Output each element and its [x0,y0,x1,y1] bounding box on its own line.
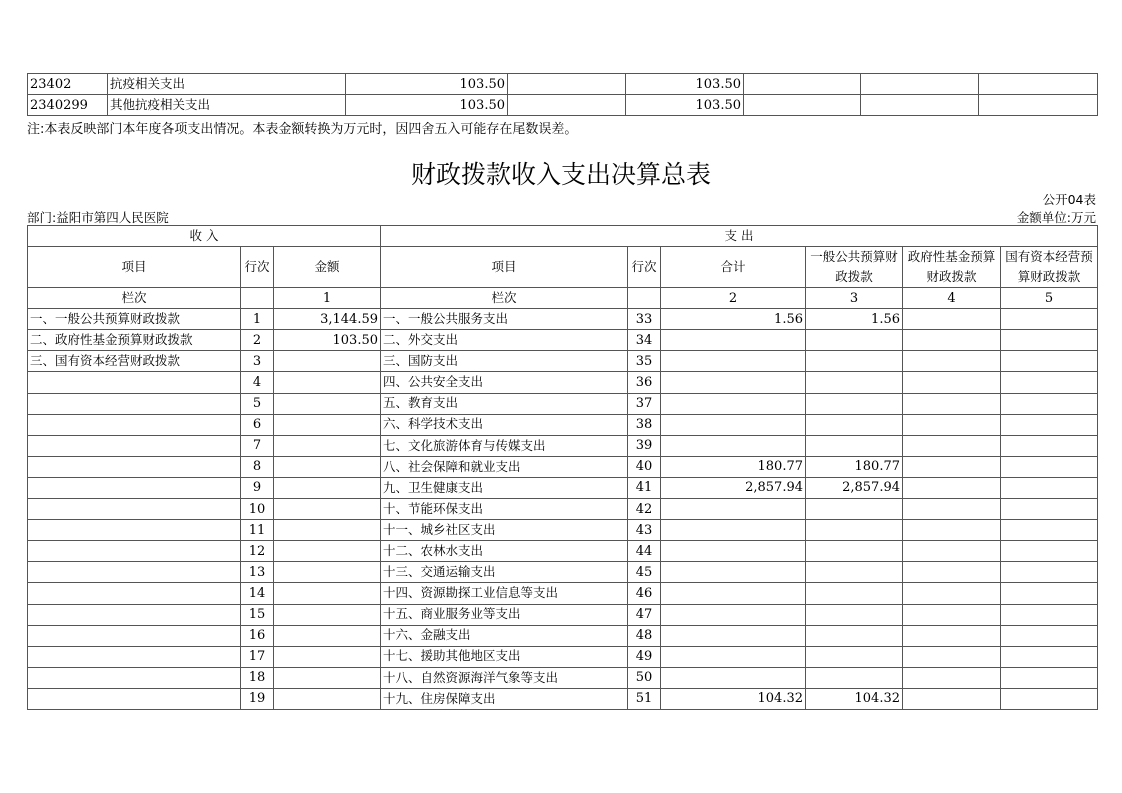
expense-row-no: 35 [628,351,661,372]
fund-budget-amount [903,667,1001,688]
income-item: 一、一般公共预算财政拨款 [28,309,241,330]
expense-item: 十八、自然资源海洋气象等支出 [381,667,628,688]
total-amount [661,393,806,414]
table-row [28,604,1098,625]
income-amount: 3,144.59 [274,309,381,330]
income-item [28,562,241,583]
state-capital-amount [1001,688,1098,709]
expense-item: 十九、住房保障支出 [381,688,628,709]
col-4: 4 [903,288,1001,309]
general-budget-amount [806,435,903,456]
table-row [28,351,1098,372]
fund-budget-amount [903,330,1001,351]
fund-budget-amount [903,583,1001,604]
table-row [28,583,1098,604]
col-1: 1 [274,288,381,309]
expense-row-no: 38 [628,414,661,435]
state-capital-amount [1001,435,1098,456]
general-budget-amount [806,330,903,351]
state-capital-amount [1001,667,1098,688]
amount-cell [744,95,861,116]
total-amount: 2,857.94 [661,477,806,498]
fund-budget-amount [903,309,1001,330]
income-item [28,435,241,456]
income-amount [274,688,381,709]
expense-item: 十七、援助其他地区支出 [381,646,628,667]
expense-item: 九、卫生健康支出 [381,477,628,498]
income-row-no: 14 [241,583,274,604]
state-capital-amount [1001,330,1098,351]
expense-row-no: 46 [628,583,661,604]
col-3: 3 [806,288,903,309]
col-label: 栏次 [28,288,241,309]
income-row-no: 12 [241,541,274,562]
general-budget-amount [806,604,903,625]
total-amount: 104.32 [661,688,806,709]
expense-row-no: 34 [628,330,661,351]
income-row-no: 5 [241,393,274,414]
income-amount [274,372,381,393]
code-cell: 23402 [28,74,108,95]
income-item: 三、国有资本经营财政拨款 [28,351,241,372]
amount-cell [508,74,626,95]
table-row [28,330,1098,351]
income-row-no: 10 [241,499,274,520]
expense-row-no: 37 [628,393,661,414]
general-budget-amount [806,393,903,414]
table-note: 注:本表反映部门本年度各项支出情况。本表金额转换为万元时，因四舍五入可能存在尾数误差。 [27,122,578,137]
state-capital-amount [1001,520,1098,541]
table-row [28,625,1098,646]
general-budget-amount [806,372,903,393]
income-item [28,393,241,414]
state-capital-amount [1001,562,1098,583]
total-amount [661,330,806,351]
fund-budget-amount [903,520,1001,541]
total-amount [661,667,806,688]
total-amount [661,541,806,562]
col-label: 栏次 [381,288,628,309]
expense-item: 一、一般公共服务支出 [381,309,628,330]
fund-budget-amount [903,688,1001,709]
expense-row-no: 42 [628,499,661,520]
amount-cell: 103.50 [346,74,508,95]
amount-cell [979,74,1098,95]
income-amount [274,477,381,498]
income-item [28,499,241,520]
expense-row-no-header: 行次 [628,247,661,288]
general-budget-amount: 180.77 [806,456,903,477]
expense-item: 十五、商业服务业等支出 [381,604,628,625]
page-title: 财政拨款收入支出决算总表 [410,160,711,189]
expense-row-no: 36 [628,372,661,393]
name-cell: 其他抗疫相关支出 [108,95,346,116]
table-row [28,74,1098,95]
general-budget-amount: 2,857.94 [806,477,903,498]
total-amount: 180.77 [661,456,806,477]
income-header: 收 入 [28,226,381,247]
state-capital-amount [1001,477,1098,498]
general-budget-amount [806,520,903,541]
fund-budget-amount [903,541,1001,562]
state-capital-header: 国有资本经营预算财政拨款 [1001,247,1098,288]
expense-item: 六、科学技术支出 [381,414,628,435]
table-row [28,688,1098,709]
income-row-no: 16 [241,625,274,646]
state-capital-amount [1001,414,1098,435]
expense-item: 五、教育支出 [381,393,628,414]
fund-budget-amount [903,499,1001,520]
income-row-no: 19 [241,688,274,709]
expense-row-no: 51 [628,688,661,709]
table-row [28,667,1098,688]
state-capital-amount [1001,309,1098,330]
expense-item: 十四、资源勘探工业信息等支出 [381,583,628,604]
total-amount [661,435,806,456]
general-budget-amount: 104.32 [806,688,903,709]
fund-budget-amount [903,372,1001,393]
income-item [28,625,241,646]
state-capital-amount [1001,541,1098,562]
fund-budget-amount [903,456,1001,477]
income-amount [274,499,381,520]
total-amount [661,414,806,435]
form-number: 公开04表 [1042,192,1096,207]
table-row [28,477,1098,498]
expense-item: 十一、城乡社区支出 [381,520,628,541]
general-budget-amount [806,541,903,562]
amount-cell [979,95,1098,116]
income-amount [274,393,381,414]
table-row [28,562,1098,583]
expense-detail-table-tail [27,73,1098,116]
general-budget-amount [806,499,903,520]
income-amount [274,646,381,667]
name-cell: 抗疫相关支出 [108,74,346,95]
fund-budget-amount [903,414,1001,435]
expense-row-no: 50 [628,667,661,688]
income-amount [274,562,381,583]
general-budget-amount [806,667,903,688]
income-item [28,604,241,625]
total-amount: 1.56 [661,309,806,330]
total-amount [661,583,806,604]
state-capital-amount [1001,351,1098,372]
general-budget-amount [806,414,903,435]
income-amount [274,667,381,688]
fund-budget-amount [903,435,1001,456]
income-item [28,456,241,477]
income-row-no: 11 [241,520,274,541]
income-amount [274,456,381,477]
state-capital-amount [1001,456,1098,477]
income-row-no: 7 [241,435,274,456]
amount-cell [744,74,861,95]
amount-cell [508,95,626,116]
fund-budget-amount [903,562,1001,583]
income-amount-header: 金额 [274,247,381,288]
general-budget-amount [806,351,903,372]
expense-row-no: 39 [628,435,661,456]
unit-label: 金额单位:万元 [1016,210,1096,225]
income-item-header: 项目 [28,247,241,288]
income-amount [274,541,381,562]
amount-cell: 103.50 [346,95,508,116]
expense-item: 四、公共安全支出 [381,372,628,393]
table-row [28,456,1098,477]
table-row [28,520,1098,541]
amount-cell [861,95,979,116]
table-row [28,309,1098,330]
general-budget-header: 一般公共预算财政拨款 [806,247,903,288]
income-amount [274,520,381,541]
income-amount [274,625,381,646]
general-budget-amount [806,583,903,604]
expense-item: 十三、交通运输支出 [381,562,628,583]
total-amount [661,625,806,646]
expense-item: 十二、农林水支出 [381,541,628,562]
income-item [28,372,241,393]
fund-budget-amount [903,646,1001,667]
total-amount [661,562,806,583]
income-item [28,667,241,688]
income-item [28,414,241,435]
income-item [28,520,241,541]
income-amount [274,435,381,456]
table-row [28,414,1098,435]
state-capital-amount [1001,499,1098,520]
income-amount [274,604,381,625]
col-2: 2 [661,288,806,309]
income-item [28,541,241,562]
table-row [28,499,1098,520]
table-row [28,435,1098,456]
total-amount [661,351,806,372]
income-row-no: 4 [241,372,274,393]
income-row-no: 9 [241,477,274,498]
income-row-no: 18 [241,667,274,688]
table-row [28,393,1098,414]
expense-item: 三、国防支出 [381,351,628,372]
amount-cell: 103.50 [626,74,744,95]
fund-budget-amount [903,477,1001,498]
expense-item: 十六、金融支出 [381,625,628,646]
income-row-no: 6 [241,414,274,435]
income-amount [274,351,381,372]
expense-row-no: 44 [628,541,661,562]
expense-row-no: 47 [628,604,661,625]
income-row-no: 13 [241,562,274,583]
fund-budget-amount [903,625,1001,646]
expense-row-no: 49 [628,646,661,667]
income-item [28,688,241,709]
fund-budget-header: 政府性基金预算财政拨款 [903,247,1001,288]
income-row-no: 17 [241,646,274,667]
income-item [28,646,241,667]
expense-item: 二、外交支出 [381,330,628,351]
fund-budget-amount [903,604,1001,625]
income-amount [274,414,381,435]
state-capital-amount [1001,372,1098,393]
table-row [28,95,1098,116]
expense-item: 十、节能环保支出 [381,499,628,520]
expense-item: 七、文化旅游体育与传媒支出 [381,435,628,456]
expense-item: 八、社会保障和就业支出 [381,456,628,477]
expense-row-no: 43 [628,520,661,541]
general-budget-amount: 1.56 [806,309,903,330]
amount-cell [861,74,979,95]
expense-row-no: 41 [628,477,661,498]
table-row [28,646,1098,667]
income-row-no: 1 [241,309,274,330]
income-item [28,583,241,604]
income-row-no: 15 [241,604,274,625]
income-row-no: 8 [241,456,274,477]
general-budget-amount [806,562,903,583]
total-amount [661,520,806,541]
expense-row-no: 33 [628,309,661,330]
income-amount [274,583,381,604]
income-item: 二、政府性基金预算财政拨款 [28,330,241,351]
state-capital-amount [1001,393,1098,414]
general-budget-amount [806,625,903,646]
income-item [28,477,241,498]
total-amount [661,372,806,393]
total-amount [661,604,806,625]
fund-budget-amount [903,393,1001,414]
expense-item-header: 项目 [381,247,628,288]
table-row [28,541,1098,562]
fiscal-appropriation-summary-table [27,225,1098,710]
general-budget-amount [806,646,903,667]
department-label: 部门:益阳市第四人民医院 [27,210,169,225]
income-row-no: 2 [241,330,274,351]
income-row-no-header: 行次 [241,247,274,288]
income-row-no: 3 [241,351,274,372]
fund-budget-amount [903,351,1001,372]
state-capital-amount [1001,604,1098,625]
code-cell: 2340299 [28,95,108,116]
total-header: 合计 [661,247,806,288]
expense-row-no: 40 [628,456,661,477]
expense-row-no: 48 [628,625,661,646]
total-amount [661,499,806,520]
state-capital-amount [1001,646,1098,667]
income-amount: 103.50 [274,330,381,351]
total-amount [661,646,806,667]
expense-row-no: 45 [628,562,661,583]
col-5: 5 [1001,288,1098,309]
state-capital-amount [1001,625,1098,646]
state-capital-amount [1001,583,1098,604]
table-row [28,372,1098,393]
expense-header: 支 出 [381,226,1098,247]
amount-cell: 103.50 [626,95,744,116]
